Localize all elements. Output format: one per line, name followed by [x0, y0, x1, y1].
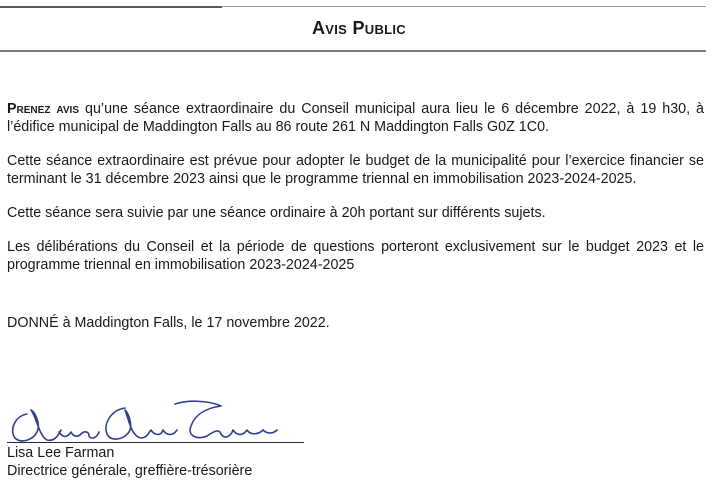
signature-line [7, 442, 304, 443]
paragraph-ordinary-session: Cette séance sera suivie par une séance ordinaire à 20h portant sur différents sujets. [7, 205, 546, 221]
paragraph-meeting-announcement [7, 100, 704, 136]
notice-body [7, 100, 704, 348]
signature-stroke-l [13, 410, 61, 441]
lead-phrase: Prenez avis [7, 101, 80, 117]
header-rule-bottom [0, 50, 706, 52]
signature-stroke-farman [175, 401, 277, 437]
notice-title: Avis Public [312, 18, 406, 38]
signature-stroke-isa [59, 432, 99, 438]
signatory-name: Lisa Lee Farman [7, 445, 115, 461]
signature-stroke-lee [106, 408, 177, 439]
signatory-role: Directrice générale, greffière-trésorière [7, 463, 253, 479]
header-rule-right [222, 6, 706, 7]
signature-block [7, 396, 307, 486]
given-date-line: DONNÉ à Maddington Falls, le 17 novembre 2022. [7, 315, 330, 331]
header-rule-left [0, 6, 222, 8]
paragraph-1-text: qu’une séance extraordinaire du Conseil municipal aura lieu le 6 décembre 2022, à 19 h30, à l’édifice municipal de Maddington Falls au 86 route 261 N Maddington Falls G0Z 1C0. [7, 101, 704, 135]
paragraph-budget-purpose: Cette séance extraordinaire est prévue pour adopter le budget de la municipalité pour l’exercice financier se terminant le 31 décembre 2023 ainsi que le programme triennal en immobilisation 2023-2024-2025. [7, 153, 704, 187]
paragraph-deliberations: Les délibérations du Conseil et la période de questions porteront exclusivement sur le budget 2023 et le programme triennal en immobilisation 2023-2024-2025 [7, 239, 704, 273]
